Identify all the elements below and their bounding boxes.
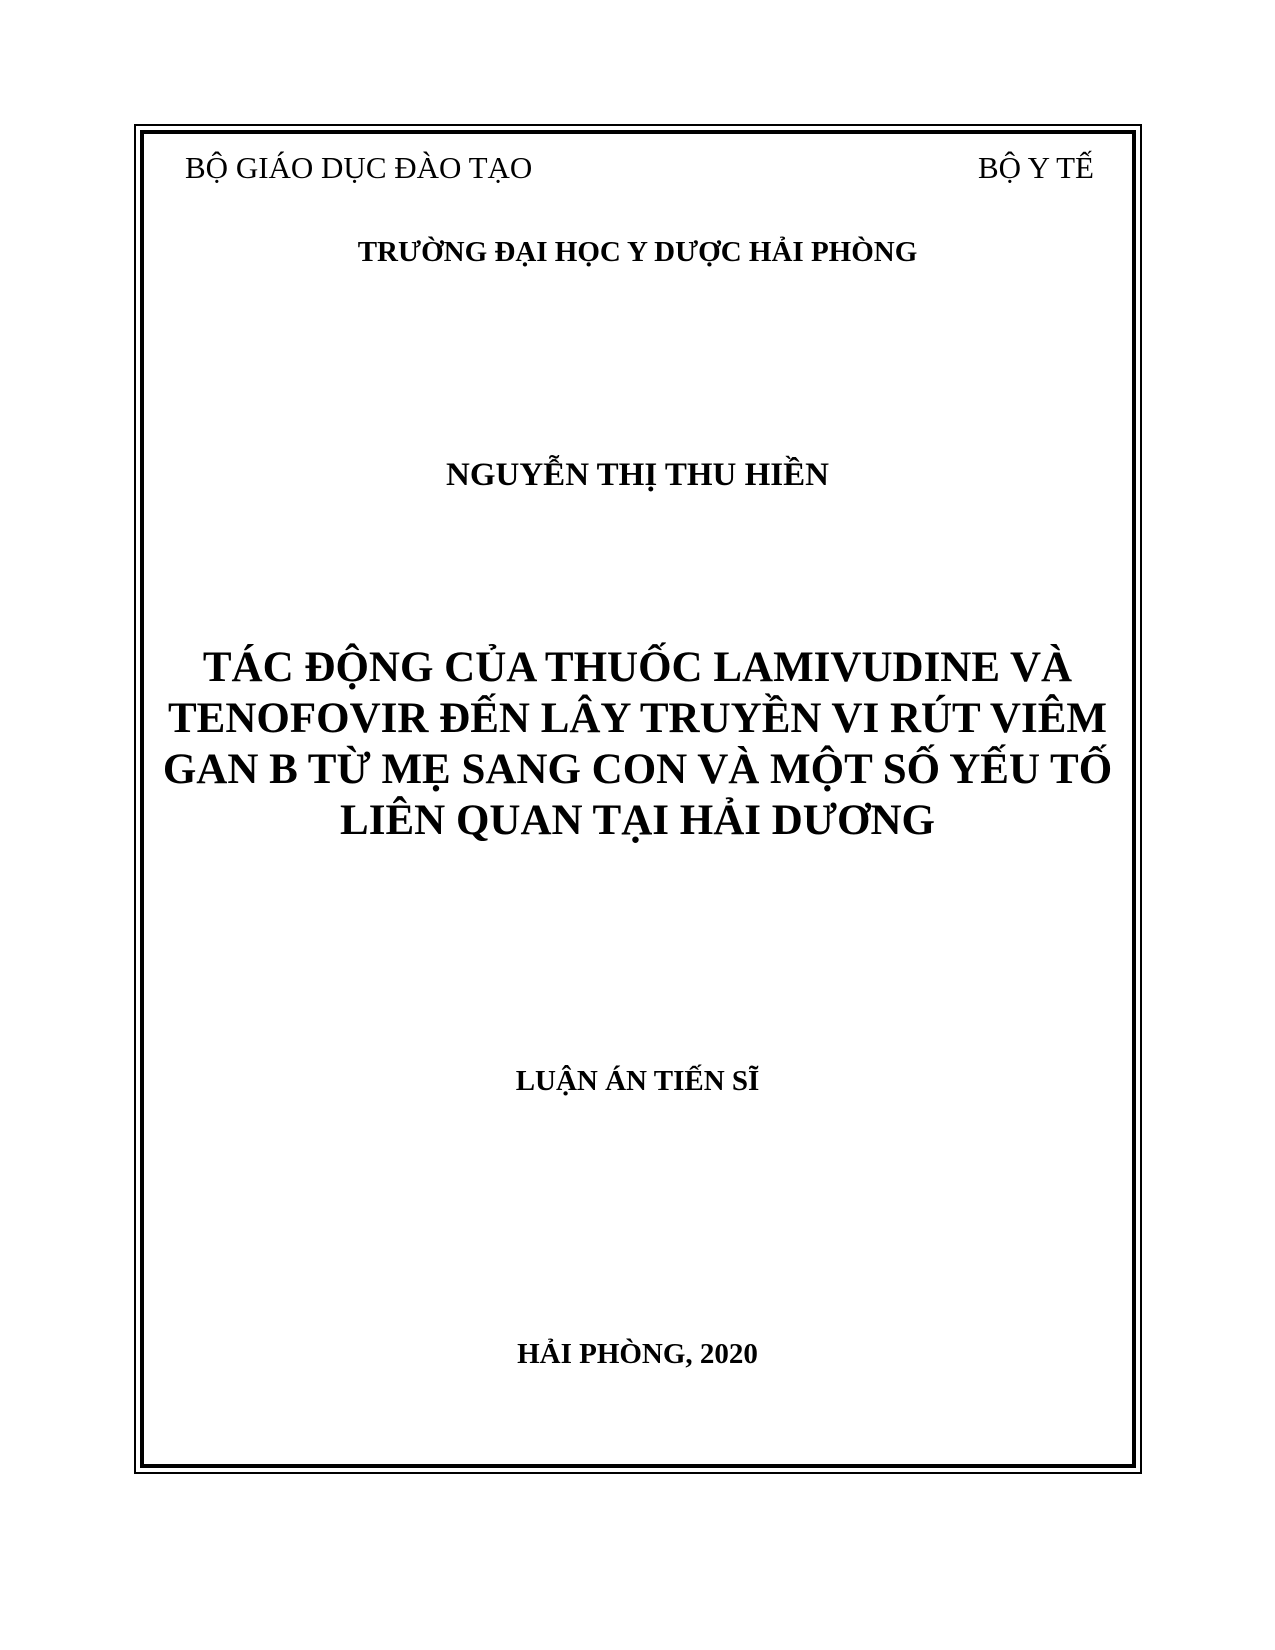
thesis-title-line: GAN B TỪ MẸ SANG CON VÀ MỘT SỐ YẾU TỐ xyxy=(162,746,1113,793)
thesis-title-line: LIÊN QUAN TẠI HẢI DƯƠNG xyxy=(340,797,935,844)
ministry-of-health: BỘ Y TẾ xyxy=(978,150,1094,185)
thesis-title-line: TÁC ĐỘNG CỦA THUỐC LAMIVUDINE VÀ xyxy=(202,644,1073,691)
degree-type: LUẬN ÁN TIẾN SĨ xyxy=(515,1065,760,1097)
ministry-of-education: BỘ GIÁO DỤC ĐÀO TẠO xyxy=(185,150,533,185)
thesis-title xyxy=(0,642,1275,846)
university-name: TRƯỜNG ĐẠI HỌC Y DƯỢC HẢI PHÒNG xyxy=(357,236,918,268)
thesis-title-line: TENOFOVIR ĐẾN LÂY TRUYỀN VI RÚT VIÊM xyxy=(168,695,1107,742)
author-name: NGUYỄN THỊ THU HIỀN xyxy=(446,457,829,493)
place-and-year: HẢI PHÒNG, 2020 xyxy=(517,1338,758,1370)
